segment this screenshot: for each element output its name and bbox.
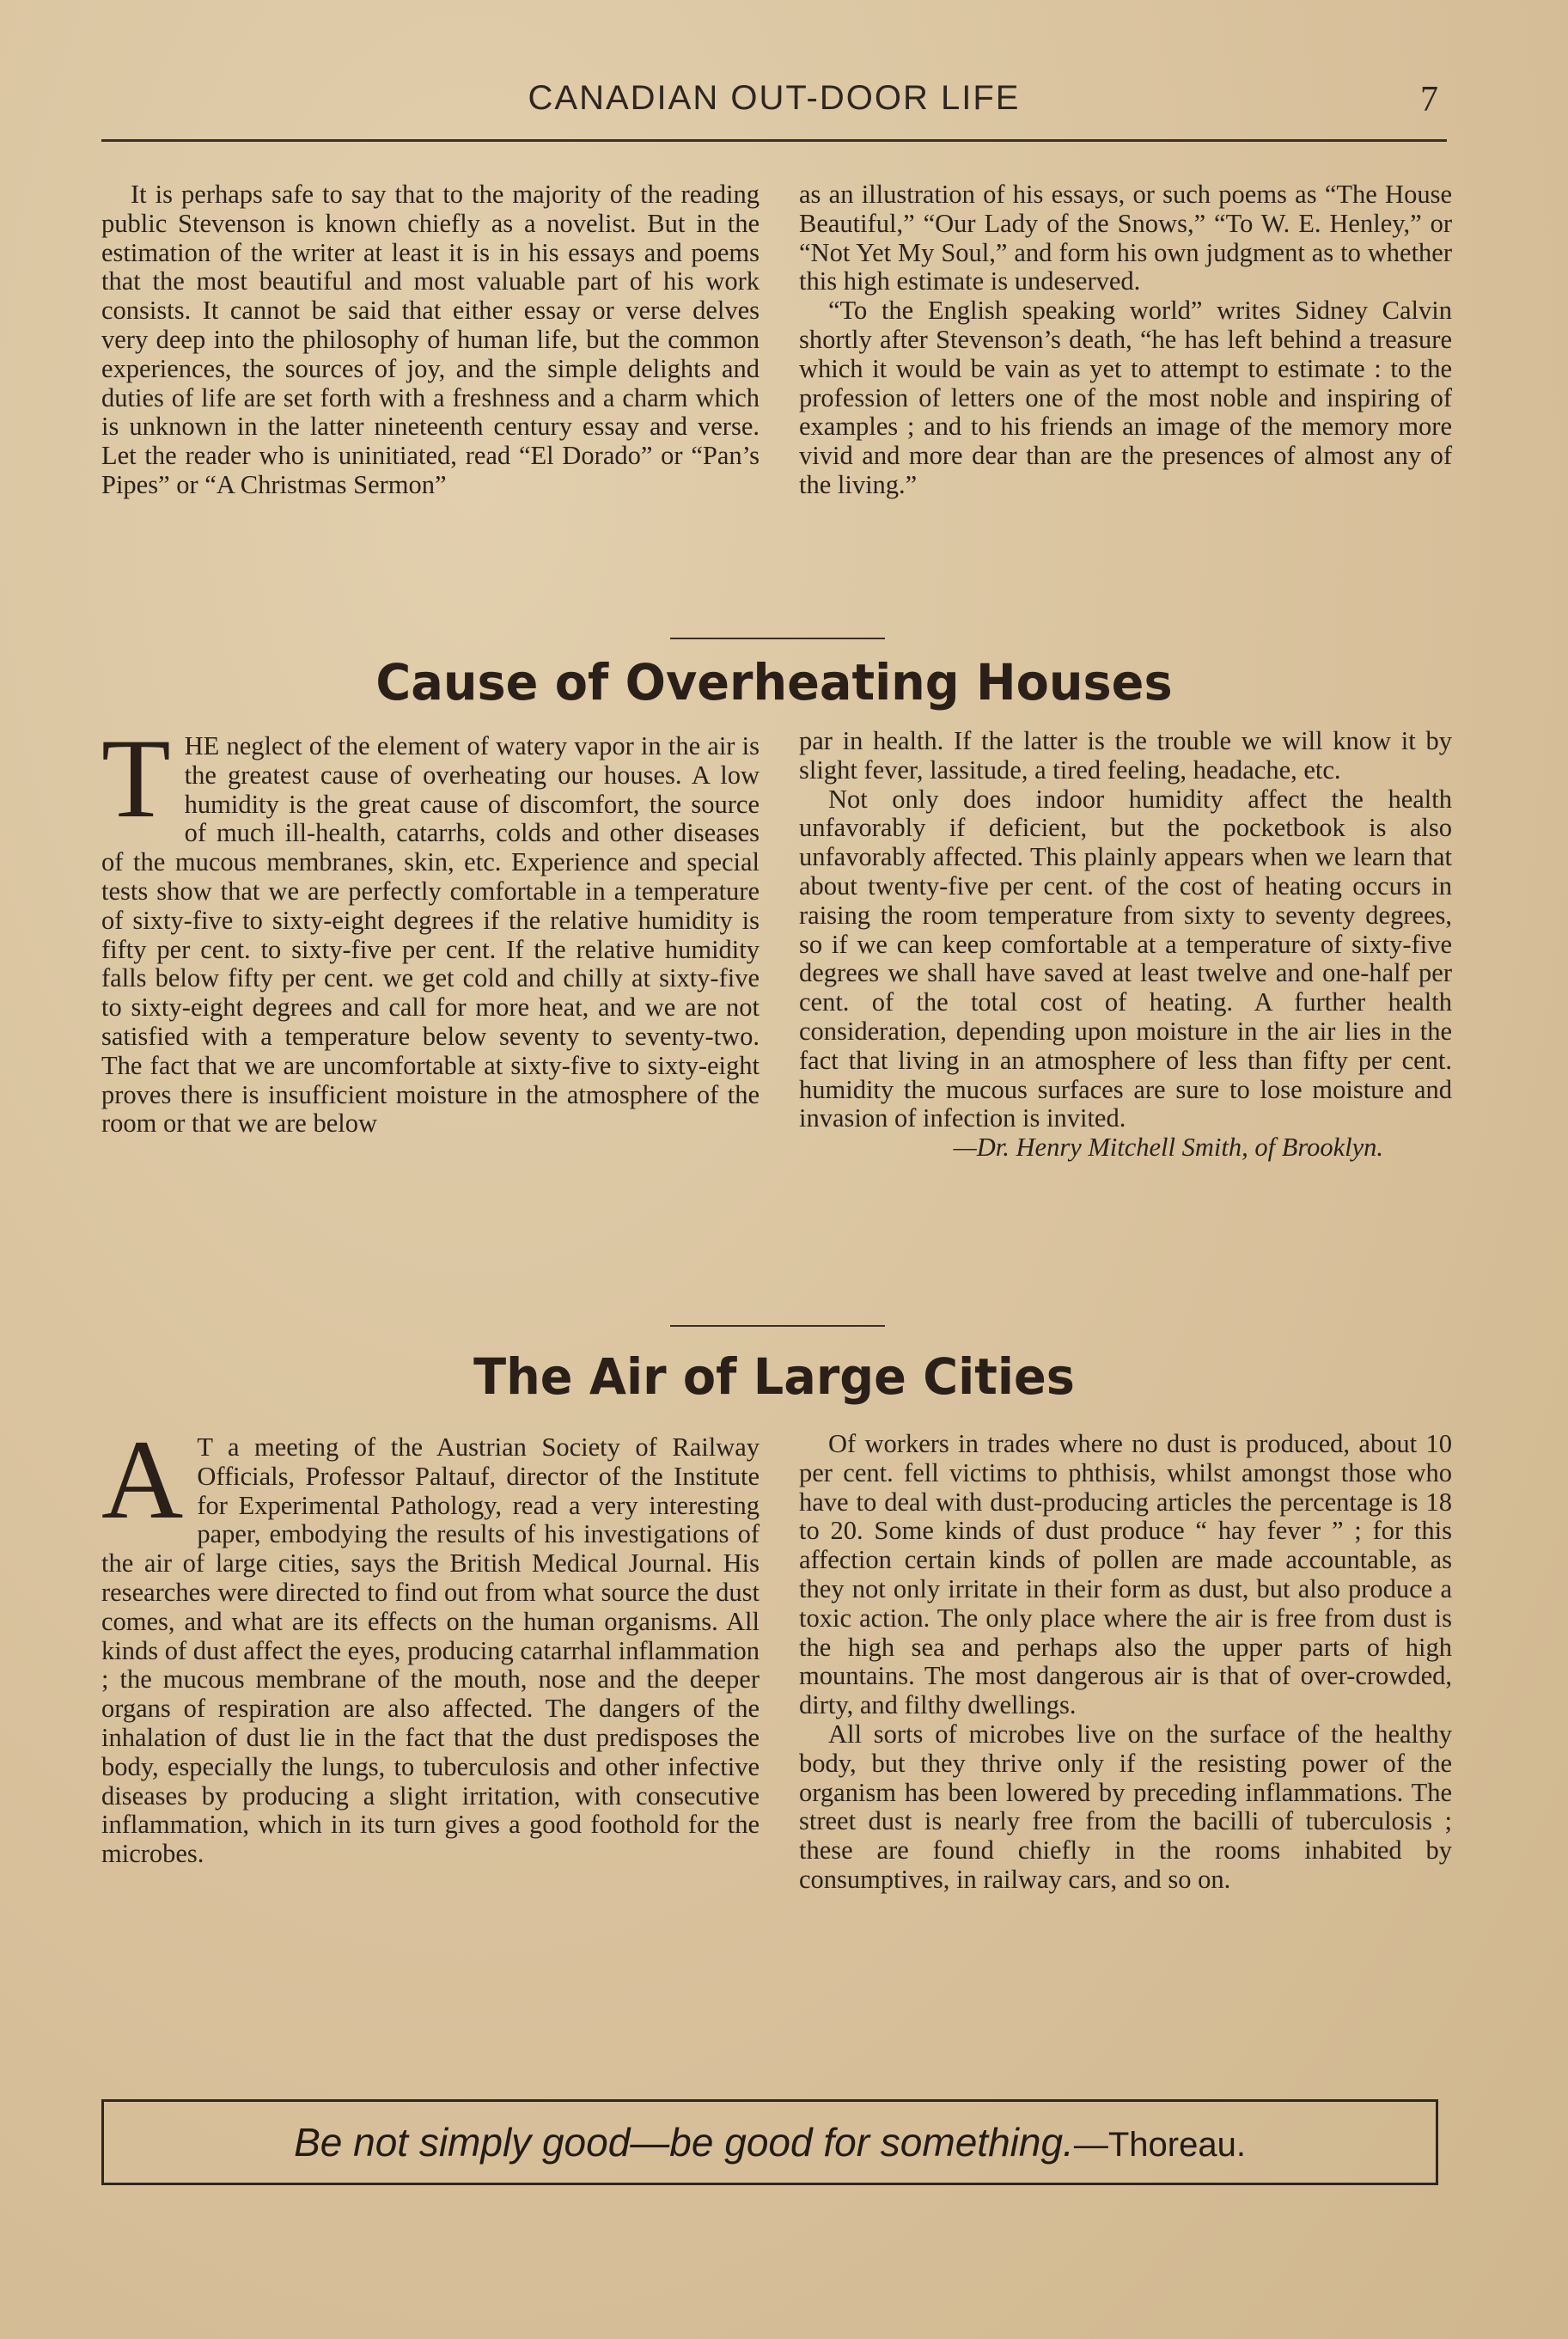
drop-cap-t: T bbox=[101, 715, 171, 841]
page-number: 7 bbox=[1420, 80, 1438, 119]
stevenson-colvin-quote: “To the English speaking world” writes Sidney Calvin shortly after Stevenson’s death, “he has left behind a treasure which it would be vain as yet to attempt to estimate : to the profession of letters one of the most noble and inspiring of examples ; and to his friends an image of the memory more vivid and more dear than are the presences of almost any of the living.” bbox=[799, 296, 1452, 499]
quote-text: Be not simply good—be good for something. bbox=[294, 2120, 1074, 2165]
section-divider bbox=[670, 638, 885, 639]
stevenson-paragraph-continued: as an illustration of his essays, or such poems as “The House Beautiful,” “Our Lady of the Snows,” “To W. E. Henley,” or “Not Yet My Soul,” and form his own judgment as to whether this high estimate is undeserved. bbox=[799, 180, 1452, 296]
stevenson-right-column bbox=[799, 180, 1452, 500]
air-paragraph-2: Of workers in trades where no dust is produced, about 10 per cent. fell victims to phthisis, whilst amongst those who have to deal with dust-producing articles the percentage is 18 to 20. Some kinds of dust produce “ hay fever ” ; for this affection certain kinds of pollen are made accountable, as they not only irritate in their form as dust, but also produce a toxic action. The only place where the air is free from dust is the high sea and perhaps also the upper parts of high mountains. The most dangerous air is that of over-crowded, dirty, and filthy dwellings. bbox=[799, 1429, 1452, 1720]
overheating-paragraph-2: Not only does indoor humidity affect the health unfavorably if deficient, but the pocketbook is also unfavorably affected. This plainly appears when we learn that about twenty-five per cent. of the cost of heating occurs in raising the room temperature from sixty to seventy degrees, so if we can keep comfortable at a temperature of sixty-five degrees we shall have saved at least twelve and one-half per cent. of the total cost of heating. A further health consideration, depending upon moisture in the air lies in the fact that living in an atmosphere of less than fifty per cent. humidity the mucous surfaces are sure to lose moisture and invasion of infection is invited. bbox=[799, 784, 1452, 1133]
page-header bbox=[101, 79, 1447, 142]
overheating-attribution: —Dr. Henry Mitchell Smith, of Brooklyn. bbox=[953, 1133, 1383, 1163]
section-divider bbox=[670, 1325, 885, 1327]
overheating-right-column bbox=[799, 727, 1452, 1163]
stevenson-left-column bbox=[101, 180, 760, 500]
stevenson-paragraph: It is perhaps safe to say that to the majority of the reading public Stevenson is known chiefly as a novelist. But in the estimation of the writer at least it is in his essays and poems that the most beautiful and most valuable part of his work consists. It cannot be said that either essay or verse delves very deep into the philosophy of human life, but the common experiences, the sources of joy, and the simple delights and duties of life are set forth with a freshness and a charm which is unknown in the latter nineteenth century essay and verse. Let the reader who is uninitiated, read “El Dorado” or “Pan’s Pipes” or “A Christmas Sermon” bbox=[101, 180, 760, 499]
running-head: CANADIAN OUT-DOOR LIFE bbox=[528, 79, 1021, 117]
overheating-paragraph-continued: par in health. If the latter is the trouble we will know it by slight fever, lassitude, a tired feeling, headache, etc. bbox=[799, 726, 1452, 785]
air-paragraph-3: All sorts of microbes live on the surface of the healthy body, but they thrive only if the resisting power of the organism has been lowered by preceding inflammations. The street dust is nearly free from the bacilli of tuberculosis ; these are found chiefly in the rooms inhabited by consumptives, in railway cars, and so on. bbox=[799, 1719, 1452, 1894]
headline-air: The Air of Large Cities bbox=[473, 1347, 1075, 1406]
air-paragraph bbox=[101, 1416, 760, 1869]
overheating-paragraph bbox=[101, 715, 760, 1139]
headline-overheating: Cause of Overheating Houses bbox=[375, 653, 1173, 711]
overheating-left-column bbox=[101, 715, 760, 1139]
quote-box bbox=[101, 2099, 1438, 2185]
air-body: T a meeting of the Austrian Society of Railway Officials, Professor Paltauf, director of the Institute for Experimental Pathology, read a very interesting paper, embodying the results of his investigations of the air of large cities, says the British Medical Journal. His researches were directed to find out from what source the dust comes, and what are its effects on the human organisms. All kinds of dust affect the eyes, producing catarrhal inflammation ; the mucous membrane of the mouth, nose and the deeper organs of respiration are also affected. The dangers of the inhalation of dust lie in the fact that the dust predisposes the body, especially the lungs, to tuberculosis and other infective diseases by producing a slight irritation, with consecutive inflammation, which in its turn gives a good foothold for the microbes. bbox=[101, 1432, 760, 1869]
overheating-body: HE neglect of the element of watery vapor in the air is the greatest cause of overheating our houses. A low humidity is the great cause of discomfort, the source of much ill-health, catarrhs, colds and other diseases of the mucous membranes, skin, etc. Experience and special tests show that we are perfectly comfortable in a temperature of sixty-five to sixty-eight degrees if the relative humidity is fifty per cent. to sixty-five per cent. If the relative humidity falls below fifty per cent. we get cold and chilly at sixty-five to sixty-eight degrees and call for more heat, and we are not satisfied with a temperature below seventy to seventy-two. The fact that we are uncomfortable at sixty-five to sixty-eight proves there is insufficient moisture in the atmosphere of the room or that we are below bbox=[101, 731, 760, 1139]
quote-author: —Thoreau. bbox=[1073, 2126, 1246, 2164]
air-left-column bbox=[101, 1416, 760, 1869]
air-right-column bbox=[799, 1430, 1452, 1895]
drop-cap-a: A bbox=[101, 1416, 184, 1542]
